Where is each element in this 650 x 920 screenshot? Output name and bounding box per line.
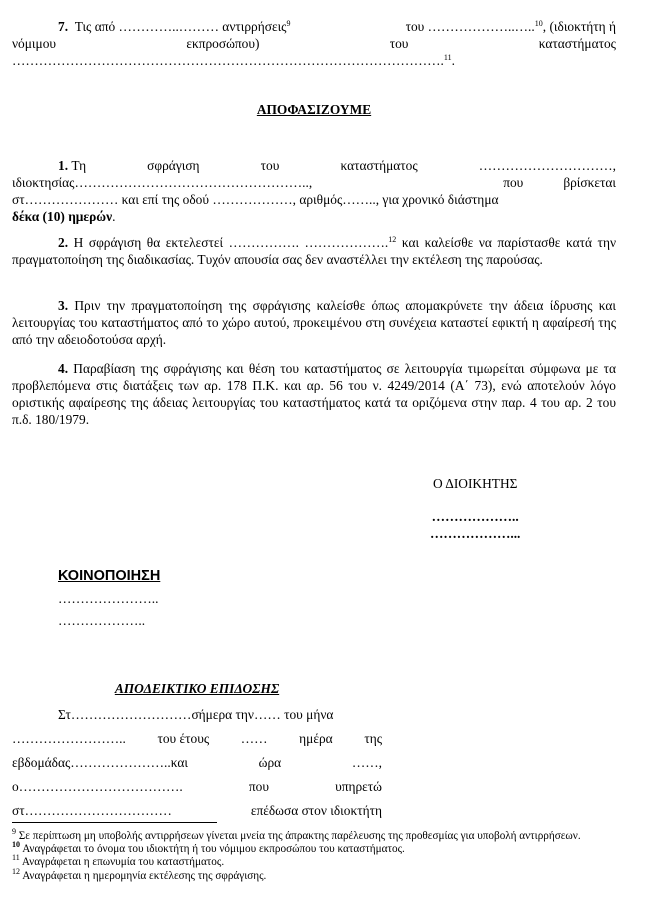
signature-block bbox=[430, 475, 520, 542]
footnote-ref-11: 11 bbox=[443, 53, 452, 62]
signature-dots-2: ………………... bbox=[430, 526, 521, 541]
footnote-9: $^9$ Σε περίπτωση μη υποβολής αντιρρήσεων γίνεται μνεία της άπρακτης παρέλευσης της προθεσμίας για υποβολή αντιρρήσεων. bbox=[12, 827, 581, 842]
item-7-line-2: νόμιμου εκπροσώπου) του καταστήματος bbox=[12, 36, 616, 51]
footnote-12: $^{12}$ Αναγράφεται η ημερομηνία εκτέλεσης της σφράγισης. bbox=[12, 866, 267, 882]
notification-line-2: ……………….. bbox=[58, 613, 146, 628]
item-7-text-b: του ………………..….. bbox=[405, 19, 535, 34]
item-7-line-3: …………………………………………………………………………………….$^{11}$. bbox=[12, 53, 455, 68]
footnotes bbox=[12, 827, 616, 883]
notification-block bbox=[58, 568, 160, 629]
item-7-number: 7. bbox=[58, 19, 69, 34]
footnote-ref-9: 9 bbox=[286, 19, 291, 28]
notification-line-1: ………………….. bbox=[58, 591, 159, 606]
footnote-separator bbox=[12, 822, 217, 823]
item-7-text-a: Τις από …………..……… αντιρρήσεις bbox=[74, 19, 287, 34]
service-proof-block: ΑΠΟΔΕΙΚΤΙΚΟ ΕΠΙΔΟΣΗΣ Στ………………………σήμερα την…… του μήνα …………………….. του έτους …… ημέρα της εβδομάδας…………………..και ώρα ……, ο………………………………. που υπηρετώ στ…………………………… επέδωσα στον ιδιοκτήτη bbox=[12, 681, 382, 818]
footnote-10: $^{10}$ Αναγράφεται το όνομα του ιδιοκτήτη ή του νόμιμου εκπροσώπου του καταστήματος. bbox=[12, 840, 405, 856]
item-7-text-c: , (ιδιοκτήτη ή bbox=[542, 19, 616, 34]
duration-days: δέκα (10) ημερών bbox=[12, 209, 113, 224]
decision-paragraph-4: 4. Παραβίαση της σφράγισης και θέση του καταστήματος σε λειτουργία τιμωρείται σύμφωνα με τα προβλεπόμενα στις διατάξεις των αρ. 178 Π.Κ. και αρ. 56 του ν. 4249/2014 (Α΄ 73), ενώ αποτελούν λόγο οριστικής αφαίρεσης της άδειας λειτουργίας του καταστήματος κατά τα οριζόμενα στην παρ. 4 του αρ. 2 του π.δ. 180/1979. bbox=[12, 361, 616, 427]
notification-title: ΚΟΙΝΟΠΟΙΗΣΗ bbox=[58, 568, 161, 584]
signature-dots-1: ……………….. bbox=[431, 509, 519, 524]
decision-paragraph-3: 3. Πριν την πραγματοποίηση της σφράγισης καλείσθε όπως απομακρύνετε την άδεια ίδρυσης και λειτουργίας του καταστήματος από το χώρο αυτού, προκειμένου στη συνέχεια καταστεί εφικτή η αφαίρεσή της από την αδειοδοτούσα αρχή. bbox=[12, 298, 616, 347]
item-7 bbox=[12, 18, 616, 69]
decision-paragraph-2: 2. Η σφράγιση θα εκτελεστεί ……………. ……………….$^{12}$ και καλείσθε να παρίστασθε κατά την πραγματοποίηση της διαδικασίας. Τυχόν απουσία σας δεν αναστέλλει την εκτέλεση της παρούσας. bbox=[12, 235, 616, 267]
footnote-ref-12: 12 bbox=[388, 235, 397, 244]
service-proof-title: ΑΠΟΔΕΙΚΤΙΚΟ ΕΠΙΔΟΣΗΣ bbox=[114, 681, 280, 696]
decision-heading: ΑΠΟΦΑΣΙΖΟΥΜΕ bbox=[256, 102, 372, 117]
signer-title: Ο ΔΙΟΙΚΗΤΗΣ bbox=[432, 476, 518, 491]
decision-paragraph-1: 1. Τη σφράγιση του καταστήματος …………………………, ιδιοκτησίας…………………………………………….., που βρίσκεται στ………………… και επί της οδού ………………, αριθμός…….., για χρονικό διάστημα δέκα (10) ημερών. bbox=[12, 158, 616, 224]
footnote-ref-10: 10 bbox=[534, 19, 543, 28]
footnote-11: $^{11}$ Αναγράφεται η επωνυμία του καταστήματος. bbox=[12, 853, 225, 869]
